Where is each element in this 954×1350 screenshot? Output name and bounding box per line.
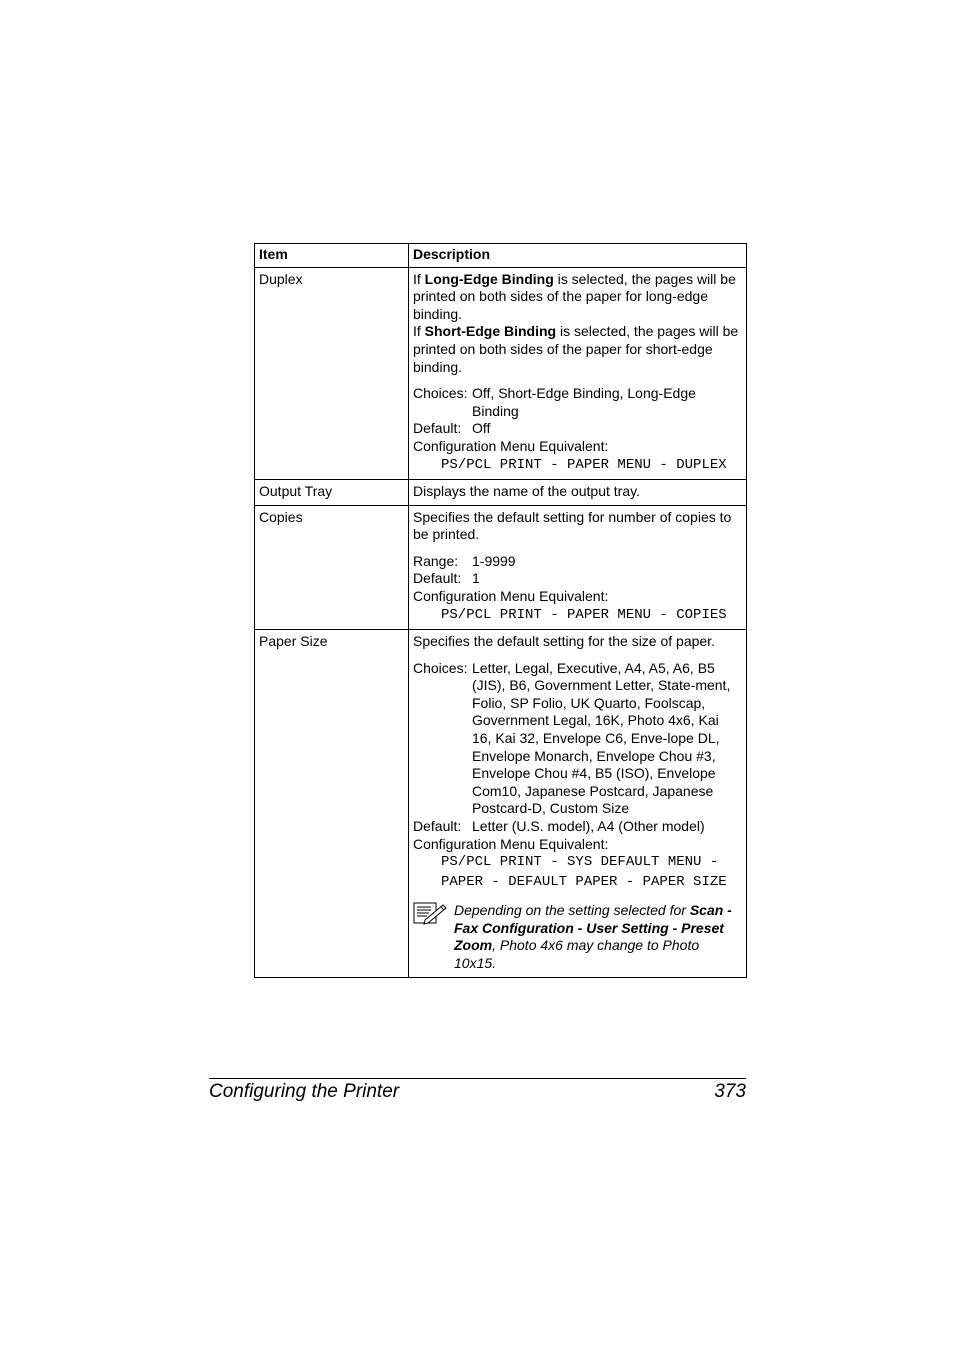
- description-output-tray: Displays the name of the output tray.: [409, 480, 747, 506]
- page-number: 373: [714, 1081, 746, 1102]
- description-paper-size: [409, 630, 747, 978]
- description-copies: [409, 505, 747, 629]
- note-pencil-icon: [413, 902, 454, 972]
- duplex-choices: Choices: Off, Short-Edge Binding, Long-Edge Binding: [413, 385, 696, 419]
- paper-size-config-path: PS/PCL PRINT - SYS DEFAULT MENU - PAPER - DEFAULT PAPER - PAPER SIZE: [441, 854, 727, 890]
- item-output-tray: Output Tray: [255, 480, 409, 506]
- table-row-copies: [255, 505, 747, 629]
- header-description: Description: [409, 244, 747, 268]
- table-row-paper-size: [255, 630, 747, 978]
- header-item: Item: [255, 244, 409, 268]
- paper-size-default: Default: Letter (U.S. model), A4 (Other model): [413, 818, 705, 835]
- item-duplex: Duplex: [255, 267, 409, 479]
- footer-rule: [209, 1078, 746, 1079]
- copies-default: Default: 1: [413, 570, 480, 587]
- footer-title: Configuring the Printer: [209, 1081, 400, 1102]
- duplex-config-path: PS/PCL PRINT - PAPER MENU - DUPLEX: [441, 456, 727, 473]
- table-row-duplex: [255, 267, 747, 479]
- item-copies: Copies: [255, 505, 409, 629]
- duplex-long-edge-text: If Long-Edge Binding is selected, the pages will be printed on both sides of the paper for long-edge binding.: [413, 270, 736, 322]
- duplex-config-label: Configuration Menu Equivalent:: [413, 437, 609, 454]
- paper-size-desc: Specifies the default setting for the size of paper.: [413, 633, 715, 650]
- copies-desc: Specifies the default setting for number of copies to be printed.: [413, 508, 732, 543]
- description-duplex: [409, 267, 747, 479]
- duplex-short-edge-text: If Short-Edge Binding is selected, the pages will be printed on both sides of the paper for short-edge binding.: [413, 323, 739, 375]
- paper-size-choices: Choices: Letter, Legal, Executive, A4, A5, A6, B5 (JIS), B6, Government Letter, State-ment, Folio, SP Folio, UK Quarto, Foolscap, Government Legal, 16K, Photo 4x6, Kai 16, Kai 32, Envelope C6, Enve-lope DL, Envelope Monarch, Envelope Chou #3, Envelope Chou #4, B5 (ISO), Envelope Com10, Japanese Postcard, Japanese Postcard-D, Custom Size: [413, 659, 731, 817]
- settings-table: [254, 243, 747, 978]
- table-header-row: [255, 244, 747, 268]
- copies-config-label: Configuration Menu Equivalent:: [413, 588, 609, 604]
- copies-range: Range: 1-9999: [413, 552, 516, 569]
- item-paper-size: Paper Size: [255, 630, 409, 978]
- paper-size-config-label: Configuration Menu Equivalent:: [413, 835, 609, 852]
- table-row-output-tray: [255, 480, 747, 506]
- duplex-default: Default: Off: [413, 420, 491, 437]
- copies-config-path: PS/PCL PRINT - PAPER MENU - COPIES: [441, 606, 727, 623]
- paper-size-note: [413, 902, 742, 972]
- note-text: Depending on the setting selected for Scan - Fax Configuration - User Setting - Preset Zoom, Photo 4x6 may change to Photo 10x15.: [454, 902, 732, 971]
